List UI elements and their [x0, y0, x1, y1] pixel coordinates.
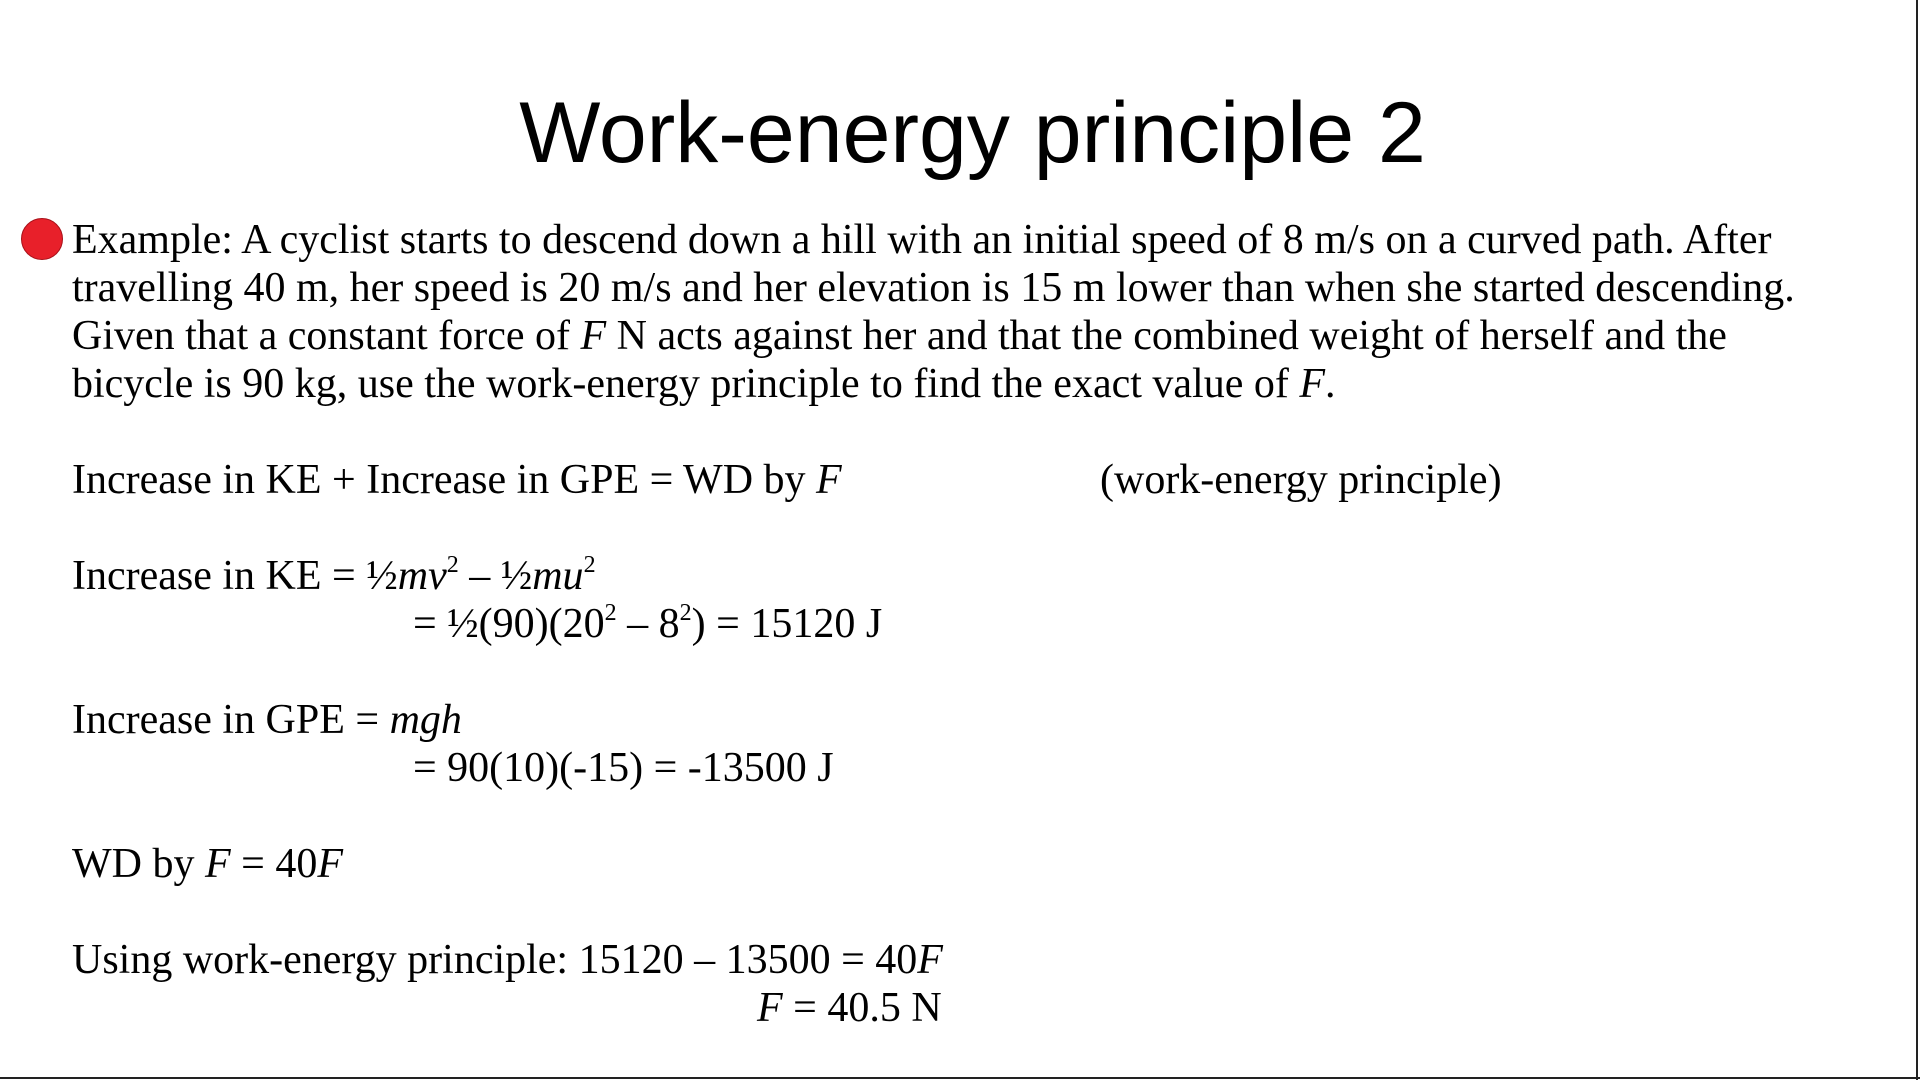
solution-result: F = 40.5 N	[757, 985, 942, 1031]
slide-title: Work-energy principle 2	[519, 85, 1426, 181]
bullet-icon	[21, 218, 63, 260]
slide-bottom-border	[0, 1077, 1920, 1079]
example-line-4: bicycle is 90 kg, use the work-energy principle to find the exact value of F.	[72, 361, 1336, 407]
ke-calculation: = $\frac{1}{2}(90)(20^2 - 8^2) = 15120$ J	[413, 600, 883, 647]
gpe-calculation: = 90(10)(-15) = -13500 J	[413, 745, 834, 791]
example-line-3: Given that a constant force of F N acts against her and that the combined weight of herself and the	[72, 313, 1727, 359]
example-line-2: travelling 40 m, her speed is 20 m/s and her elevation is 15 m lower than when she started descending.	[72, 265, 1795, 311]
principle-note: (work-energy principle)	[1100, 457, 1502, 503]
example-line-1: Example: A cyclist starts to descend down a hill with an initial speed of 8 m/s on a curved path. After	[72, 217, 1772, 263]
principle-equation: Increase in KE + Increase in GPE = WD by F	[72, 457, 842, 503]
solution-equation: Using work-energy principle: 15120 – 13500 = 40F	[72, 937, 943, 983]
gpe-formula: Increase in GPE = mgh	[72, 697, 462, 743]
ke-formula: Increase in KE = $\frac{1}{2}mv^2$ – $\frac{1}{2}mu^2$	[72, 552, 596, 599]
wd-formula: WD by F = 40F	[72, 841, 343, 887]
